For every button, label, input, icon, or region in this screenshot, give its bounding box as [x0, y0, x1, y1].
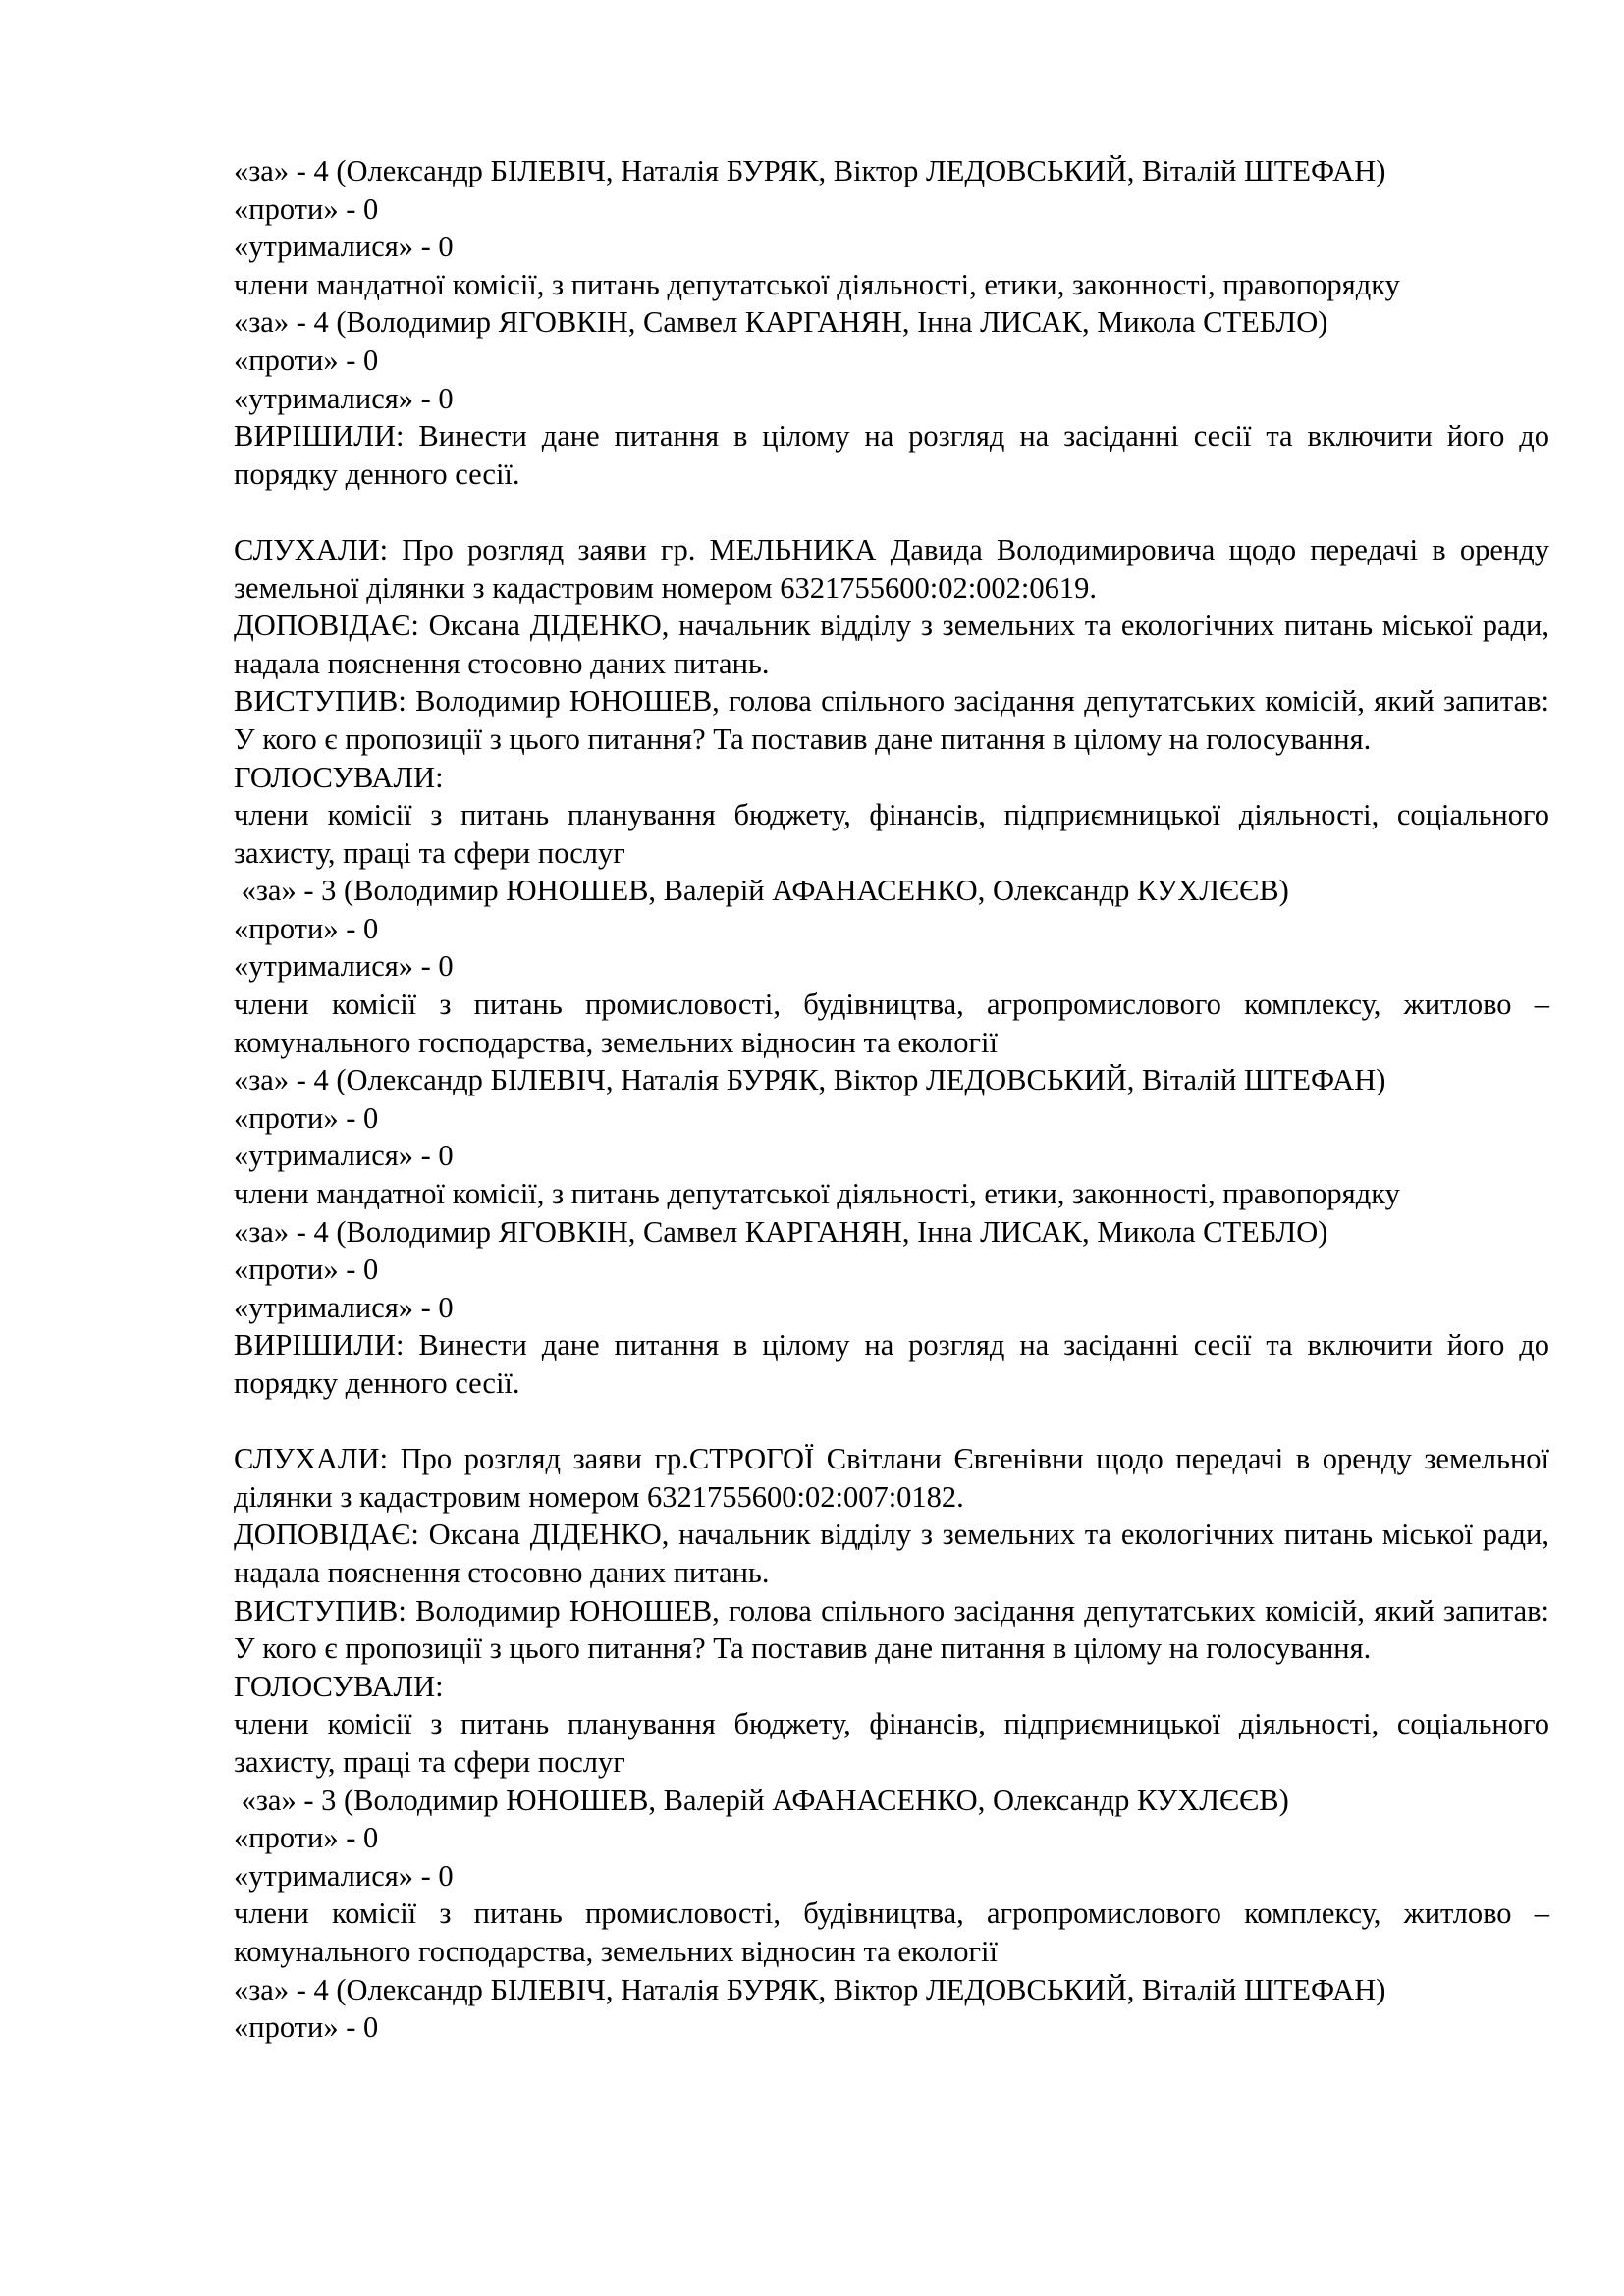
- vote-abstained-line: «утрималися» - 0: [234, 381, 454, 415]
- commission-members-paragraph: члени комісії з питань промисловості, будівництва, агропромислового комплексу, житлово – комунального господарства, земельних відносин та екології: [234, 1896, 1549, 1968]
- vote-against-line: «проти» - 0: [234, 2010, 379, 2045]
- vote-against-line: «проти» - 0: [234, 1100, 379, 1135]
- commission-members-line: члени мандатної комісії, з питань депутатської діяльності, етики, законності, правопорядку: [234, 267, 1400, 301]
- vote-abstained-line: «утрималися» - 0: [234, 1858, 454, 1893]
- voted-heading: ГОЛОСУВАЛИ:: [234, 1669, 444, 1703]
- vote-for-line: «за» - 4 (Олександр БІЛЕВІЧ, Наталія БУРЯК, Віктор ЛЕДОВСЬКИЙ, Віталій ШТЕФАН): [234, 1063, 1386, 1097]
- vote-for-line: «за» - 3 (Володимир ЮНОШЕВ, Валерій АФАНАСЕНКО, Олександр КУХЛЄЄВ): [234, 874, 1289, 908]
- voted-heading: ГОЛОСУВАЛИ:: [234, 760, 444, 794]
- vote-against-line: «проти» - 0: [234, 1253, 379, 1287]
- vote-for-line: «за» - 4 (Олександр БІЛЕВІЧ, Наталія БУРЯК, Віктор ЛЕДОВСЬКИЙ, Віталій ШТЕФАН): [234, 154, 1386, 187]
- document-body: [234, 152, 1549, 2047]
- vote-for-line: «за» - 4 (Олександр БІЛЕВІЧ, Наталія БУРЯК, Віктор ЛЕДОВСЬКИЙ, Віталій ШТЕФАН): [234, 1972, 1386, 2006]
- speaker-paragraph: ВИСТУПИВ: Володимир ЮНОШЕВ, голова спільного засідання депутатських комісій, який запитав: У кого є пропозиції з цього питання? Та поставив дане питання в цілому на голосування.: [234, 1593, 1549, 1666]
- heard-paragraph: СЛУХАЛИ: Про розгляд заяви гр.СТРОГОЇ Світлани Євгенівни щодо передачі в оренду земельної ділянки з кадастровим номером 6321755600:02:007:0182.: [234, 1442, 1549, 1514]
- commission-members-paragraph: члени комісії з питань промисловості, будівництва, агропромислового комплексу, житлово – комунального господарства, земельних відносин та екології: [234, 988, 1549, 1059]
- vote-against-line: «проти» - 0: [234, 1821, 379, 1855]
- reporter-paragraph: ДОПОВІДАЄ: Оксана ДІДЕНКО, начальник відділу з земельних та екологічних питань міської ради, надала пояснення стосовно даних питань.: [234, 1518, 1549, 1589]
- vote-against-line: «проти» - 0: [234, 343, 379, 377]
- reporter-paragraph: ДОПОВІДАЄ: Оксана ДІДЕНКО, начальник відділу з земельних та екологічних питань міської ради, надала пояснення стосовно даних питань.: [234, 609, 1549, 680]
- vote-against-line: «проти» - 0: [234, 911, 379, 945]
- vote-for-line: «за» - 4 (Володимир ЯГОВКІН, Самвел КАРГАНЯН, Інна ЛИСАК, Микола СТЕБЛО): [234, 1214, 1328, 1249]
- vote-against-line: «проти» - 0: [234, 191, 379, 226]
- decision-paragraph: ВИРІШИЛИ: Винести дане питання в цілому на розгляд на засіданні сесії та включити його до порядку денного сесії.: [234, 419, 1549, 491]
- section-gap: [234, 1403, 1549, 1441]
- heard-paragraph: СЛУХАЛИ: Про розгляд заяви гр. МЕЛЬНИКА Давида Володимировича щодо передачі в оренду земельної ділянки з кадастровим номером 6321755600:02:002:0619.: [234, 532, 1549, 605]
- speaker-paragraph: ВИСТУПИВ: Володимир ЮНОШЕВ, голова спільного засідання депутатських комісій, який запитав: У кого є пропозиції з цього питання? Та поставив дане питання в цілому на голосування.: [234, 684, 1549, 756]
- vote-for-line: «за» - 4 (Володимир ЯГОВКІН, Самвел КАРГАНЯН, Інна ЛИСАК, Микола СТЕБЛО): [234, 305, 1328, 340]
- vote-abstained-line: «утрималися» - 0: [234, 1139, 454, 1173]
- commission-members-paragraph: члени комісії з питань планування бюджету, фінансів, підприємницької діяльності, соціального захисту, праці та сфери послуг: [234, 798, 1549, 870]
- vote-abstained-line: «утрималися» - 0: [234, 230, 454, 264]
- vote-for-line: «за» - 3 (Володимир ЮНОШЕВ, Валерій АФАНАСЕНКО, Олександр КУХЛЄЄВ): [234, 1783, 1289, 1817]
- section-gap: [234, 493, 1549, 531]
- vote-abstained-line: «утрималися» - 0: [234, 1290, 454, 1324]
- decision-paragraph: ВИРІШИЛИ: Винести дане питання в цілому на розгляд на засіданні сесії та включити його до порядку денного сесії.: [234, 1328, 1549, 1400]
- commission-members-line: члени мандатної комісії, з питань депутатської діяльності, етики, законності, правопорядку: [234, 1177, 1400, 1211]
- vote-abstained-line: «утрималися» - 0: [234, 949, 454, 984]
- commission-members-paragraph: члени комісії з питань планування бюджету, фінансів, підприємницької діяльності, соціального захисту, праці та сфери послуг: [234, 1707, 1549, 1779]
